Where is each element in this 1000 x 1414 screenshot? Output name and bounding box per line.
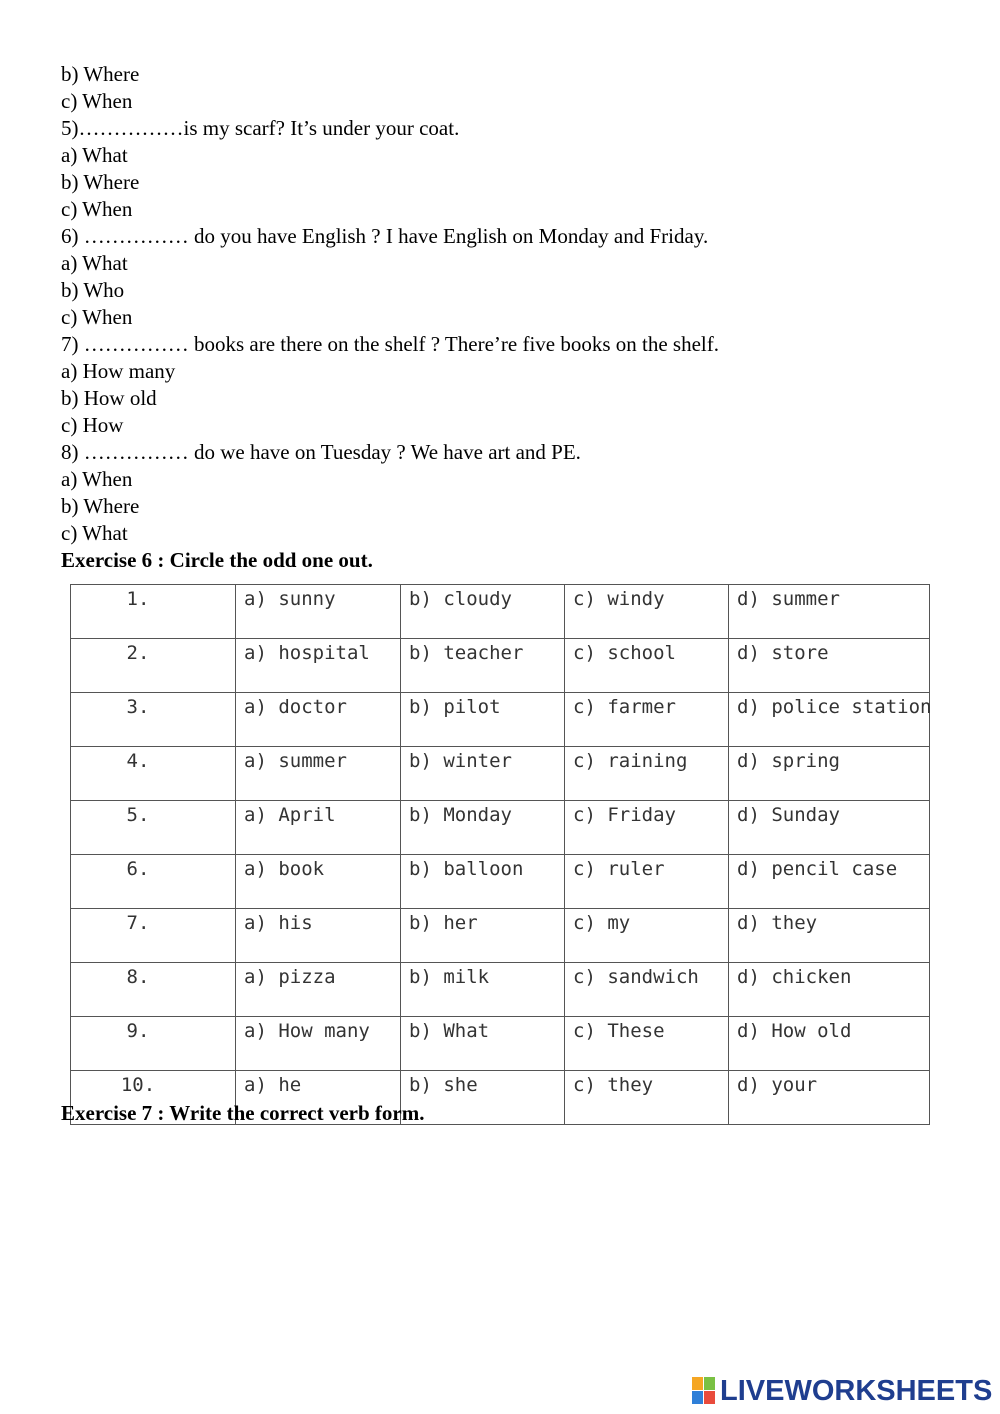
- option-a[interactable]: a) his: [236, 909, 401, 963]
- answer-option: c) When: [61, 305, 133, 329]
- exercise-7-heading: Exercise 7 : Write the correct verb form.: [61, 1101, 425, 1125]
- answer-option: a) When: [61, 467, 133, 491]
- option-b[interactable]: b) cloudy: [401, 585, 565, 639]
- answer-option: c) When: [61, 89, 133, 113]
- row-number: 7.: [71, 909, 236, 963]
- table-row: [71, 585, 930, 639]
- answer-option: b) Where: [61, 62, 140, 86]
- table-row: [71, 639, 930, 693]
- table-row: [71, 855, 930, 909]
- option-b[interactable]: b) winter: [401, 747, 565, 801]
- answer-option: c) What: [61, 521, 128, 545]
- row-number: 5.: [71, 801, 236, 855]
- option-a[interactable]: a) How many: [236, 1017, 401, 1071]
- option-d[interactable]: d) police station: [729, 693, 930, 747]
- option-c[interactable]: c) they: [565, 1071, 729, 1125]
- option-c[interactable]: c) my: [565, 909, 729, 963]
- question-text: 8) …………… do we have on Tuesday ? We have art and PE.: [61, 440, 581, 464]
- option-c[interactable]: c) sandwich: [565, 963, 729, 1017]
- odd-one-out-table: [70, 584, 930, 1125]
- table-row: [71, 801, 930, 855]
- option-d[interactable]: d) summer: [729, 585, 930, 639]
- option-d[interactable]: d) pencil case: [729, 855, 930, 909]
- option-d[interactable]: d) your: [729, 1071, 930, 1125]
- option-c[interactable]: c) school: [565, 639, 729, 693]
- row-number: 9.: [71, 1017, 236, 1071]
- question-list: [61, 61, 719, 574]
- question-text: 6) …………… do you have English ? I have English on Monday and Friday.: [61, 224, 709, 248]
- answer-option: a) How many: [61, 359, 176, 383]
- table-row: [71, 963, 930, 1017]
- option-b[interactable]: b) Monday: [401, 801, 565, 855]
- table-row: [71, 909, 930, 963]
- option-a[interactable]: a) he: [236, 1071, 401, 1125]
- option-c[interactable]: c) ruler: [565, 855, 729, 909]
- option-c[interactable]: c) windy: [565, 585, 729, 639]
- exercise-6-heading: Exercise 6 : Circle the odd one out.: [61, 548, 373, 572]
- answer-option: b) How old: [61, 386, 157, 410]
- row-number: 2.: [71, 639, 236, 693]
- question-text: 7) …………… books are there on the shelf ? There’re five books on the shelf.: [61, 332, 720, 356]
- row-number: 3.: [71, 693, 236, 747]
- option-c[interactable]: c) farmer: [565, 693, 729, 747]
- option-a[interactable]: a) pizza: [236, 963, 401, 1017]
- answer-option: a) What: [61, 143, 128, 167]
- row-number: 10.: [71, 1071, 236, 1125]
- option-b[interactable]: b) balloon: [401, 855, 565, 909]
- answer-option: b) Where: [61, 494, 140, 518]
- option-b[interactable]: b) teacher: [401, 639, 565, 693]
- option-c[interactable]: c) raining: [565, 747, 729, 801]
- row-number: 6.: [71, 855, 236, 909]
- option-d[interactable]: d) spring: [729, 747, 930, 801]
- option-a[interactable]: a) book: [236, 855, 401, 909]
- option-a[interactable]: a) summer: [236, 747, 401, 801]
- option-b[interactable]: b) What: [401, 1017, 565, 1071]
- option-a[interactable]: a) hospital: [236, 639, 401, 693]
- option-a[interactable]: a) April: [236, 801, 401, 855]
- option-d[interactable]: d) store: [729, 639, 930, 693]
- option-b[interactable]: b) pilot: [401, 693, 565, 747]
- liveworksheets-logo-icon: [692, 1377, 716, 1405]
- option-c[interactable]: c) These: [565, 1017, 729, 1071]
- option-b[interactable]: b) she: [401, 1071, 565, 1125]
- answer-option: b) Who: [61, 278, 125, 302]
- row-number: 4.: [71, 747, 236, 801]
- option-d[interactable]: d) Sunday: [729, 801, 930, 855]
- row-number: 1.: [71, 585, 236, 639]
- logo-text: LIVEWORKSHEETS: [720, 1374, 993, 1407]
- option-d[interactable]: d) they: [729, 909, 930, 963]
- option-b[interactable]: b) milk: [401, 963, 565, 1017]
- table-row: [71, 747, 930, 801]
- answer-option: b) Where: [61, 170, 140, 194]
- liveworksheets-logo[interactable]: [692, 1374, 992, 1408]
- question-text: 5)……………is my scarf? It’s under your coat.: [61, 116, 460, 140]
- option-a[interactable]: a) sunny: [236, 585, 401, 639]
- answer-option: a) What: [61, 251, 128, 275]
- option-d[interactable]: d) How old: [729, 1017, 930, 1071]
- table-row: [71, 693, 930, 747]
- table-row: [71, 1017, 930, 1071]
- answer-option: c) How: [61, 413, 124, 437]
- answer-option: c) When: [61, 197, 133, 221]
- option-b[interactable]: b) her: [401, 909, 565, 963]
- option-c[interactable]: c) Friday: [565, 801, 729, 855]
- option-a[interactable]: a) doctor: [236, 693, 401, 747]
- row-number: 8.: [71, 963, 236, 1017]
- option-d[interactable]: d) chicken: [729, 963, 930, 1017]
